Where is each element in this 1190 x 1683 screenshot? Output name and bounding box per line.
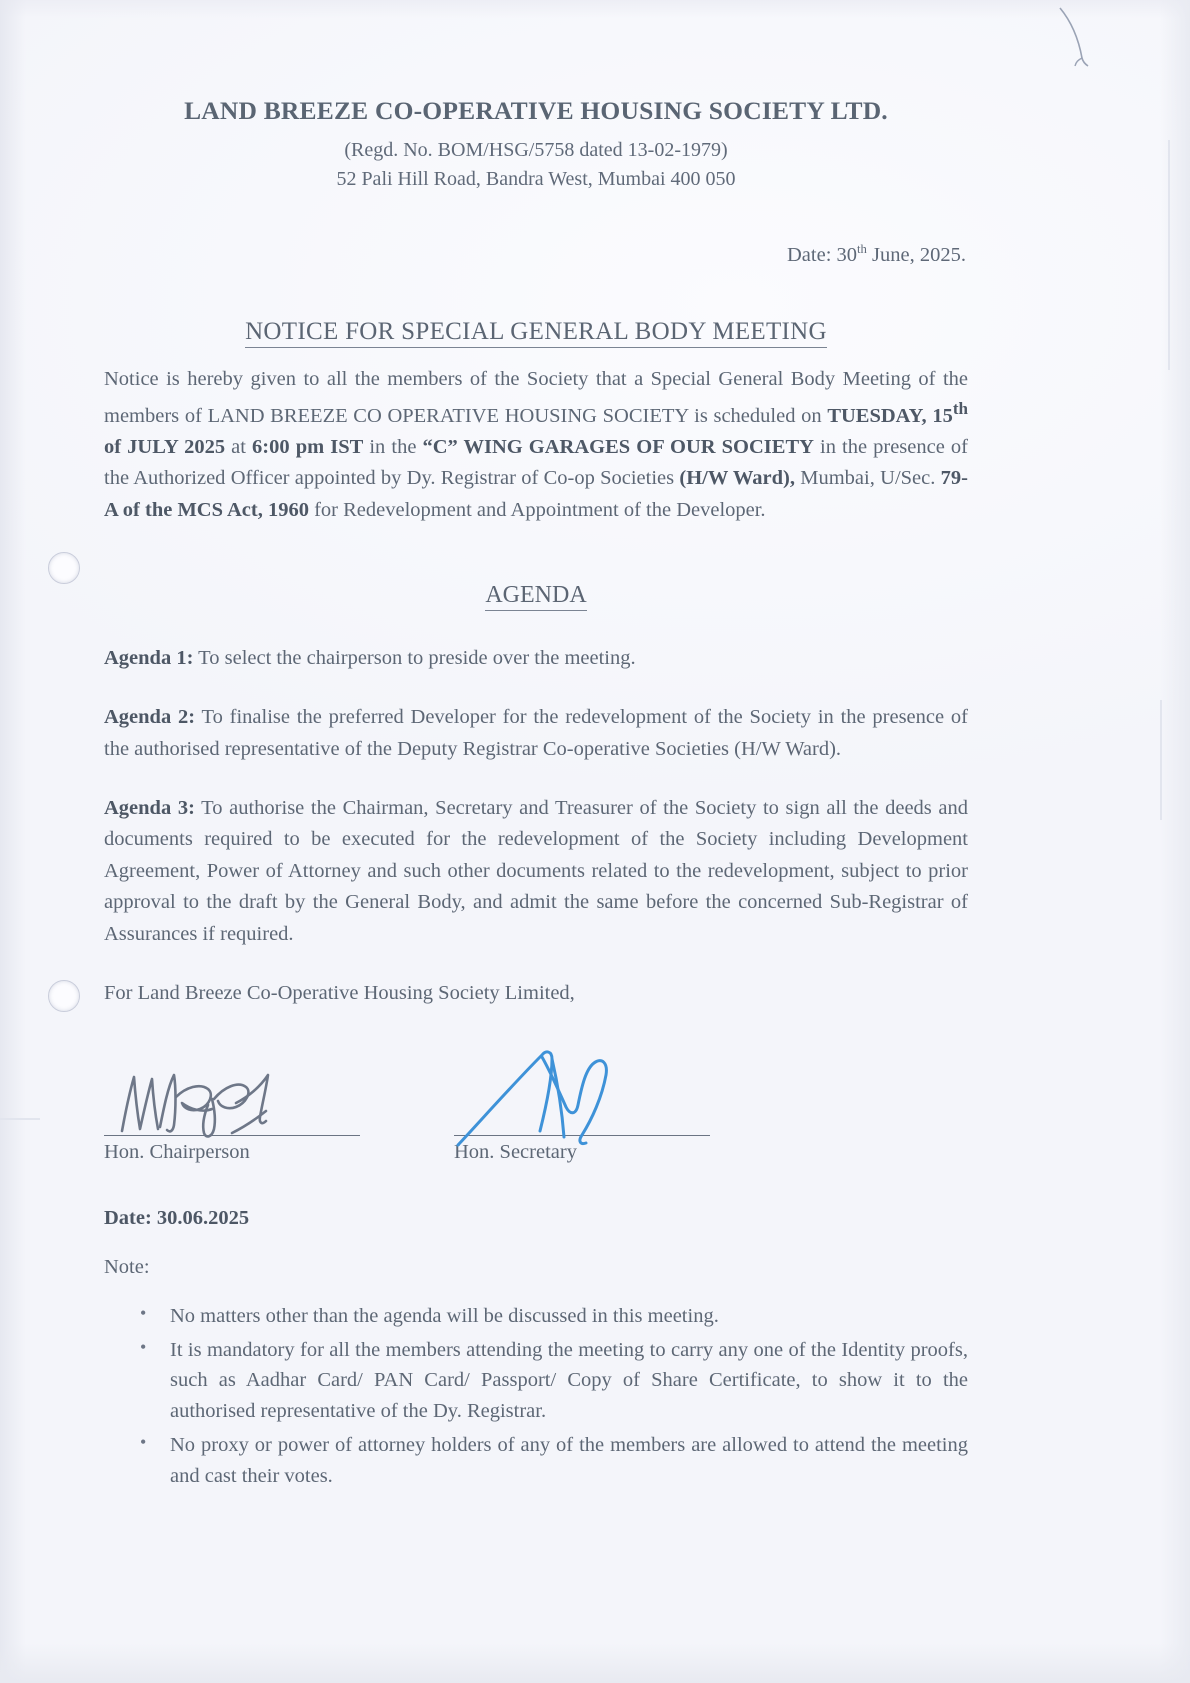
signature-block xyxy=(104,1057,968,1177)
page-title-text: NOTICE FOR SPECIAL GENERAL BODY MEETING xyxy=(245,318,827,348)
chairperson-label: Hon. Chairperson xyxy=(104,1140,250,1163)
scan-edge-left xyxy=(0,0,26,1683)
closing-line: For Land Breeze Co-Operative Housing Society Limited, xyxy=(104,981,575,1004)
scan-edge-bottom xyxy=(0,1643,1190,1683)
agenda-heading xyxy=(104,582,968,609)
punch-hole-upper xyxy=(48,552,80,584)
notice-bold-ward: (H/W Ward), xyxy=(679,467,795,490)
agenda-item-1-label: Agenda 1: xyxy=(104,647,194,670)
agenda-item-2-label: Agenda 2: xyxy=(104,706,196,729)
notice-bold-venue: “C” WING GARAGES OF OUR SOCIETY xyxy=(422,435,814,458)
notice-date-rest: June, 2025. xyxy=(866,243,966,266)
notice-text-2: at xyxy=(225,435,253,458)
agenda-item-3-text: To authorise the Chairman, Secretary and Treasurer of the Society to sign all the deeds and documents required to be executed for the redevelopment of the Society including Development Agreement, Power of Attorney and such other documents related to the redevelopment, subject to prior approval to the draft by the General Body, and admit the same before the concerned Sub-Registrar of Assurances if required. xyxy=(104,797,968,945)
chairperson-signature-area xyxy=(104,1057,360,1164)
punch-hole-lower xyxy=(48,980,80,1012)
agenda-item-2-text: To finalise the preferred Developer for the redevelopment of the Society in the presence of the authorised representative of the Deputy Registrar Co-operative Societies (H/W Ward). xyxy=(104,706,968,760)
notice-date-label: Date: 30 xyxy=(787,243,858,266)
chairperson-signature-mark xyxy=(104,1057,360,1135)
note-label: Note: xyxy=(104,1255,150,1278)
secretary-signature-mark xyxy=(454,1057,710,1135)
corner-pen-mark xyxy=(1052,6,1092,68)
notice-bold-date-month: of JULY 2025 xyxy=(104,435,226,458)
notice-bold-date-ordinal: th xyxy=(952,398,969,418)
agenda-item-1-text: To select the chairperson to preside over the meeting. xyxy=(193,647,636,670)
page-title xyxy=(104,318,968,346)
notice-date-ordinal: th xyxy=(857,241,867,256)
document-content xyxy=(104,0,968,1494)
note-item: • No proxy or power of attorney holders of any of the members are allowed to attend the meeting and cast their votes. xyxy=(140,1430,968,1492)
notice-paragraph xyxy=(104,364,968,526)
scan-edge-right xyxy=(1160,0,1190,1683)
secretary-label: Hon. Secretary xyxy=(454,1140,577,1163)
notice-text-3: in the xyxy=(363,435,423,458)
secretary-signature-area xyxy=(454,1057,710,1164)
notice-text-5: Mumbai, U/Sec. xyxy=(794,467,941,490)
scan-artifact-line xyxy=(1160,700,1162,820)
notice-bold-section: 79-A of the MCS Act, 1960 xyxy=(104,467,968,521)
society-registration: (Regd. No. BOM/HSG/5758 dated 13-02-1979) xyxy=(344,138,728,161)
notice-text-4: in the presence of the Authorized Officer appointed by Dy. Registrar of Co-op Societies xyxy=(104,435,968,490)
notice-date xyxy=(104,242,968,267)
agenda-item-1 xyxy=(104,643,968,674)
note-item: • It is mandatory for all the members attending the meeting to carry any one of the Identity proofs, such as Aadhar Card/ PAN Card/ Passport/ Copy of Share Certificate, to show it to the authorised representative of the Dy. Registrar. xyxy=(140,1335,968,1427)
notes-list xyxy=(104,1301,968,1492)
signed-date: Date: 30.06.2025 xyxy=(104,1206,250,1229)
notice-bold-date-text: TUESDAY, 15 xyxy=(827,404,953,427)
agenda-heading-text: AGENDA xyxy=(485,582,586,611)
agenda-item-2 xyxy=(104,702,968,765)
note-item: • No matters other than the agenda will be discussed in this meeting. xyxy=(140,1301,968,1332)
notice-text-6: for Redevelopment and Appointment of the Developer. xyxy=(308,498,766,521)
scan-artifact-line xyxy=(0,1118,40,1120)
notice-bold-time: 6:00 pm IST xyxy=(252,435,364,458)
notice-text-1: Notice is hereby given to all the members of the Society that a Special General Body Meeting of the members of LAND BREEZE CO OPERATIVE HOUSING SOCIETY is scheduled on xyxy=(104,368,968,427)
agenda-item-3-label: Agenda 3: xyxy=(104,797,195,820)
agenda-item-3 xyxy=(104,793,968,950)
society-address: 52 Pali Hill Road, Bandra West, Mumbai 400 050 xyxy=(336,167,736,190)
society-name: LAND BREEZE CO-OPERATIVE HOUSING SOCIETY LTD. xyxy=(184,96,888,125)
scan-artifact-line xyxy=(1168,140,1170,370)
